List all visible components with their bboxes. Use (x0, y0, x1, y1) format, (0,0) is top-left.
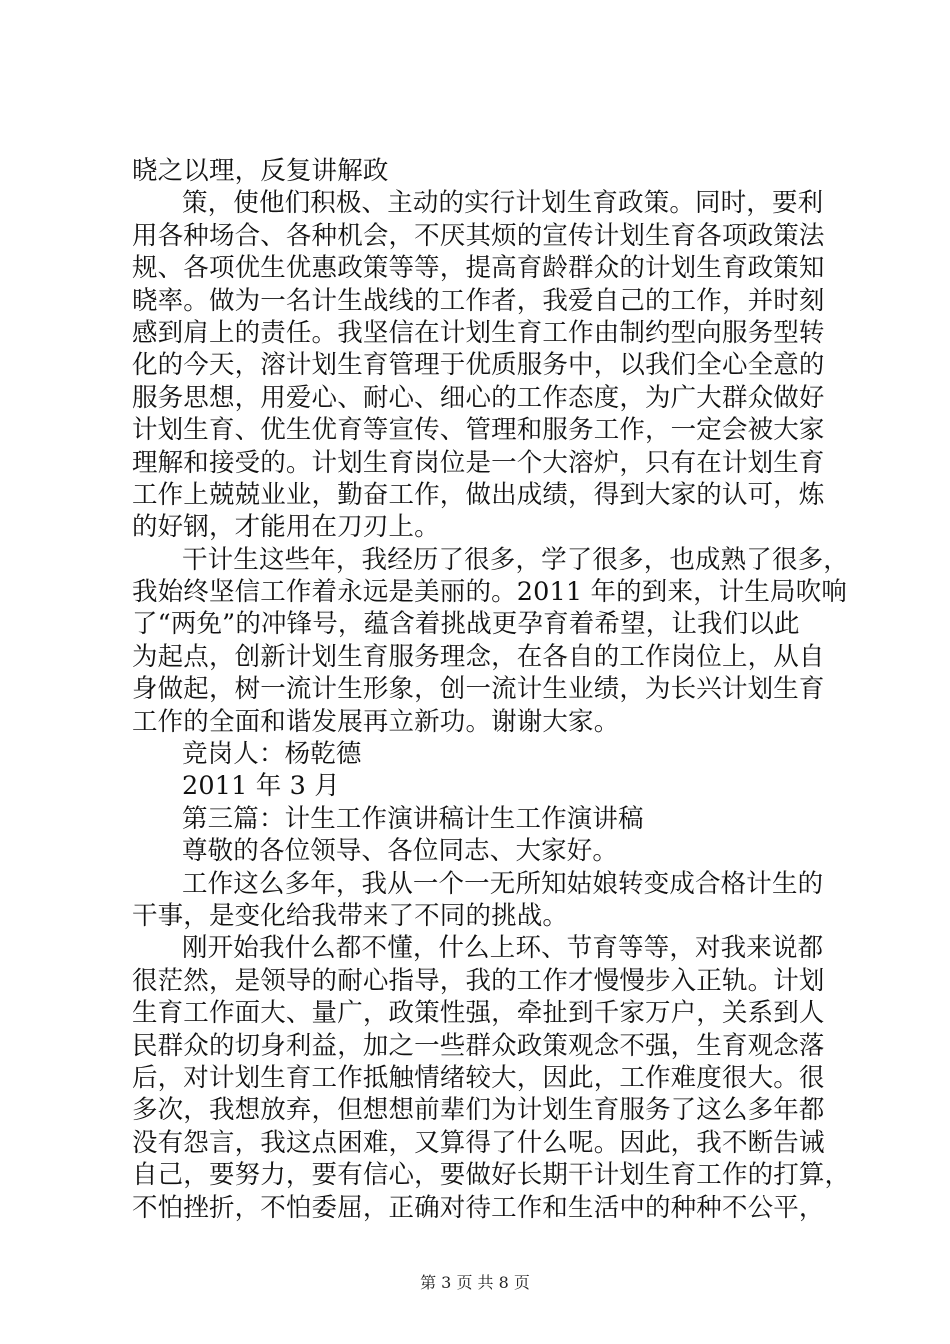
salutation-line: 尊敬的各位领导、各位同志、大家好。 (182, 836, 619, 867)
text-line: 的好钢，才能用在刀刃上。 (132, 512, 440, 543)
text-line: 晓率。做为一名计生战线的工作者，我爱自己的工作，并时刻 (132, 285, 825, 316)
text-line: 很茫然，是领导的耐心指导，我的工作才慢慢步入正轨。计划 (132, 965, 825, 996)
page-footer: 第 3 页 共 8 页 (420, 1273, 530, 1292)
text-line: 自己，要努力，要有信心，要做好长期干计划生育工作的打算， (132, 1160, 851, 1191)
text-line: 干事，是变化给我带来了不同的挑战。 (132, 900, 569, 931)
text-line: 晓之以理，反复讲解政 (132, 156, 389, 186)
text-line: 计划生育、优生优育等宣传、管理和服务工作，一定会被大家 (132, 415, 825, 446)
text-line: 工作的全面和谐发展再立新功。谢谢大家。 (132, 706, 620, 737)
text-line: 用各种场合、各种机会，不厌其烦的宣传计划生育各项政策法 (132, 220, 825, 251)
text-line: 服务思想，用爱心、耐心、细心的工作态度，为广大群众做好 (132, 382, 825, 413)
text-line: 感到肩上的责任。我坚信在计划生育工作由制约型向服务型转 (132, 317, 825, 348)
text-line: 干计生这些年，我经历了很多，学了很多，也成熟了很多， (182, 544, 849, 575)
text-line: 民群众的切身利益，加之一些群众政策观念不强，生育观念落 (132, 1030, 825, 1061)
text-line: 多次，我想放弃，但想想前辈们为计划生育服务了这么多年都 (132, 1095, 825, 1126)
section-heading: 第三篇：计生工作演讲稿计生工作演讲稿 (182, 803, 644, 834)
text-line: 身做起，树一流计生形象，创一流计生业绩，为长兴计划生育 (132, 674, 825, 705)
signature-line: 竞岗人：杨乾德 (182, 739, 362, 770)
text-line: 工作这么多年，我从一个一无所知姑娘转变成合格计生的 (182, 868, 824, 899)
text-line: 刚开始我什么都不懂，什么上环、节育等等，对我来说都 (182, 933, 824, 964)
text-line: 为起点，创新计划生育服务理念，在各自的工作岗位上，从自 (132, 641, 825, 672)
text-line: 生育工作面大、量广，政策性强，牵扯到千家万户，关系到人 (132, 998, 825, 1029)
text-line: 规、各项优生优惠政策等等，提高育龄群众的计划生育政策知 (132, 253, 825, 284)
text-line: 化的今天，溶计划生育管理于优质服务中，以我们全心全意的 (132, 350, 825, 381)
text-line: 不怕挫折，不怕委屈，正确对待工作和生活中的种种不公平， (132, 1192, 825, 1223)
text-line: 没有怨言，我这点困难，又算得了什么呢。因此，我不断告诫 (132, 1127, 825, 1158)
text-line: 理解和接受的。计划生育岗位是一个大溶炉，只有在计划生育 (132, 447, 825, 478)
text-line: 了“两免”的冲锋号，蕴含着挑战更孕育着希望，让我们以此 (132, 609, 800, 640)
text-line: 策，使他们积极、主动的实行计划生育政策。同时，要利 (182, 188, 824, 219)
date-line: 2011 年 3 月 (182, 771, 340, 802)
document-body (132, 155, 851, 1224)
text-line: 工作上兢兢业业，勤奋工作，做出成绩，得到大家的认可，炼 (132, 479, 825, 510)
text-line: 我始终坚信工作着永远是美丽的。2011 年的到来，计生局吹响 (132, 577, 848, 608)
text-line: 后，对计划生育工作抵触情绪较大，因此，工作难度很大。很 (132, 1062, 825, 1093)
